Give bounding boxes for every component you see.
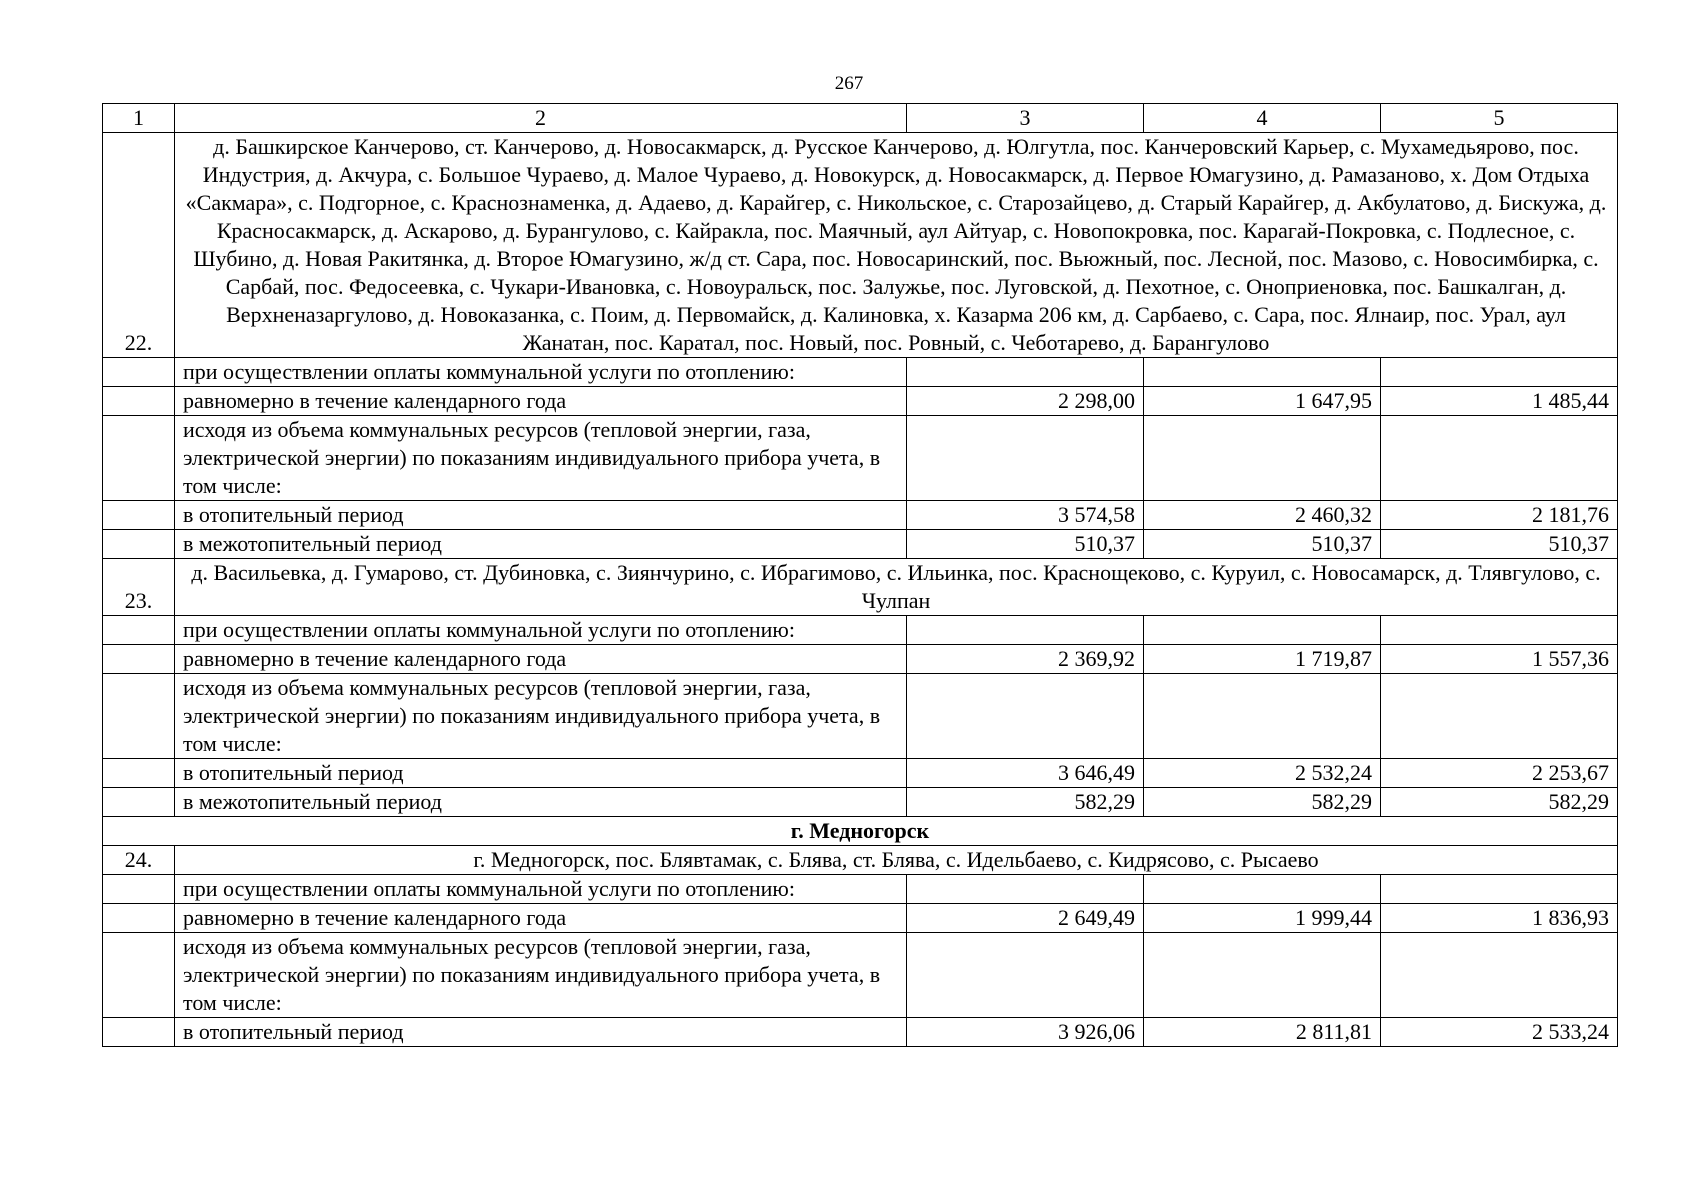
- empty-number-cell: [103, 674, 175, 759]
- tariff-value-v5: [1381, 674, 1618, 759]
- tariff-value-v4: [1144, 674, 1381, 759]
- settlements-row: [103, 133, 1618, 358]
- tariff-value-v4: [1144, 358, 1381, 387]
- tariff-value-v4: [1144, 875, 1381, 904]
- tariff-row: [103, 759, 1618, 788]
- row-label: в межотопительный период: [175, 530, 907, 559]
- tariff-value-v4: [1144, 933, 1381, 1018]
- column-number-row: [103, 104, 1618, 133]
- row-label: исходя из объема коммунальных ресурсов (тепловой энергии, газа, электрической энергии) по показаниям индивидуального прибора учета, в том числе:: [175, 933, 907, 1018]
- tariff-value-v5: [1381, 416, 1618, 501]
- empty-number-cell: [103, 1018, 175, 1047]
- tariff-table: [102, 103, 1618, 1047]
- tariff-value-v3: 2 649,49: [907, 904, 1144, 933]
- column-number: 5: [1381, 104, 1618, 133]
- tariff-row: [103, 904, 1618, 933]
- settlements-list: г. Медногорск, пос. Блявтамак, с. Блява, ст. Блява, с. Идельбаево, с. Кидрясово, с. Рысаево: [175, 846, 1618, 875]
- tariff-value-v5: 1 485,44: [1381, 387, 1618, 416]
- empty-number-cell: [103, 788, 175, 817]
- tariff-row: [103, 501, 1618, 530]
- tariff-value-v4: 1 999,44: [1144, 904, 1381, 933]
- tariff-value-v4: 2 811,81: [1144, 1018, 1381, 1047]
- section-heading: г. Медногорск: [103, 817, 1618, 846]
- tariff-value-v5: 510,37: [1381, 530, 1618, 559]
- tariff-row: [103, 416, 1618, 501]
- empty-number-cell: [103, 501, 175, 530]
- tariff-value-v5: 2 253,67: [1381, 759, 1618, 788]
- tariff-value-v5: [1381, 358, 1618, 387]
- tariff-value-v3: 582,29: [907, 788, 1144, 817]
- empty-number-cell: [103, 645, 175, 674]
- column-number: 2: [175, 104, 907, 133]
- tariff-row: [103, 358, 1618, 387]
- tariff-value-v5: 1 836,93: [1381, 904, 1618, 933]
- tariff-value-v5: 1 557,36: [1381, 645, 1618, 674]
- tariff-value-v4: 582,29: [1144, 788, 1381, 817]
- tariff-value-v4: 510,37: [1144, 530, 1381, 559]
- empty-number-cell: [103, 904, 175, 933]
- row-label: в отопительный период: [175, 501, 907, 530]
- tariff-value-v5: 2 181,76: [1381, 501, 1618, 530]
- tariff-value-v3: [907, 416, 1144, 501]
- tariff-row: [103, 788, 1618, 817]
- row-label: при осуществлении оплаты коммунальной услуги по отоплению:: [175, 358, 907, 387]
- page-number: 267: [834, 73, 864, 94]
- tariff-value-v5: [1381, 616, 1618, 645]
- settlements-list: д. Васильевка, д. Гумарово, ст. Дубиновка, с. Зиянчурино, с. Ибрагимово, с. Ильинка, пос. Краснощеково, с. Куруил, с. Новосамарск, д. Тлявгулово, с. Чулпан: [175, 559, 1618, 616]
- tariff-row: [103, 530, 1618, 559]
- tariff-value-v4: 2 460,32: [1144, 501, 1381, 530]
- tariff-row: [103, 645, 1618, 674]
- tariff-value-v4: [1144, 416, 1381, 501]
- row-label: равномерно в течение календарного года: [175, 645, 907, 674]
- empty-number-cell: [103, 933, 175, 1018]
- tariff-value-v3: [907, 674, 1144, 759]
- tariff-value-v3: 510,37: [907, 530, 1144, 559]
- tariff-row: [103, 1018, 1618, 1047]
- section-heading-row: [103, 817, 1618, 846]
- settlements-list: д. Башкирское Канчерово, ст. Канчерово, д. Новосакмарск, д. Русское Канчерово, д. Юлгутла, пос. Канчеровский Карьер, с. Мухамедьярово, пос. Индустрия, д. Акчура, с. Большое Чураево, д. Малое Чураево, д. Новокурск, д. Новосакмарск, д. Первое Юмагузино, д. Рамазаново, х. Дом Отдыха «Сакмара», с. Подгорное, с. Краснознаменка, д. Адаево, д. Карайгер, с. Никольское, с. Старозайцево, д. Старый Карайгер, д. Акбулатово, д. Бискужа, д. Красносакмарск, д. Аскарово, д. Бурангулово, с. Кайракла, пос. Маячный, аул Айтуар, с. Новопокровка, пос. Карагай-Покровка, с. Подлесное, с. Шубино, д. Новая Ракитянка, д. Второе Юмагузино, ж/д ст. Сара, пос. Новосаринский, пос. Вьюжный, пос. Лесной, пос. Мазово, с. Новосимбирка, с. Сарбай, пос. Федосеевка, с. Чукари-Ивановка, с. Новоуральск, пос. Залужье, пос. Луговской, д. Пехотное, с. Оноприеновка, пос. Башкалган, д. Верхненазаргулово, д. Новоказанка, с. Поим, д. Первомайск, д. Калиновка, х. Казарма 206 км, д. Сарбаево, с. Сара, пос. Ялнаир, пос. Урал, аул Жанатан, пос. Каратал, пос. Новый, пос. Ровный, с. Чеботарево, д. Барангулово: [175, 133, 1618, 358]
- settlements-row: [103, 846, 1618, 875]
- row-label: в отопительный период: [175, 759, 907, 788]
- tariff-value-v4: 2 532,24: [1144, 759, 1381, 788]
- tariff-value-v3: 3 926,06: [907, 1018, 1144, 1047]
- empty-number-cell: [103, 616, 175, 645]
- tariff-row: [103, 933, 1618, 1018]
- empty-number-cell: [103, 416, 175, 501]
- tariff-value-v3: 2 369,92: [907, 645, 1144, 674]
- column-number: 1: [103, 104, 175, 133]
- column-number: 4: [1144, 104, 1381, 133]
- tariff-value-v5: 2 533,24: [1381, 1018, 1618, 1047]
- empty-number-cell: [103, 759, 175, 788]
- tariff-row: [103, 616, 1618, 645]
- column-number: 3: [907, 104, 1144, 133]
- row-label: равномерно в течение календарного года: [175, 904, 907, 933]
- row-label: при осуществлении оплаты коммунальной услуги по отоплению:: [175, 875, 907, 904]
- entry-number: 22.: [103, 133, 175, 358]
- empty-number-cell: [103, 875, 175, 904]
- tariff-row: [103, 674, 1618, 759]
- tariff-value-v3: [907, 616, 1144, 645]
- tariff-value-v5: 582,29: [1381, 788, 1618, 817]
- empty-number-cell: [103, 387, 175, 416]
- row-label: равномерно в течение календарного года: [175, 387, 907, 416]
- tariff-value-v3: 3 646,49: [907, 759, 1144, 788]
- tariff-value-v3: 3 574,58: [907, 501, 1144, 530]
- entry-number: 24.: [103, 846, 175, 875]
- tariff-value-v3: [907, 358, 1144, 387]
- tariff-value-v3: [907, 875, 1144, 904]
- settlements-row: [103, 559, 1618, 616]
- tariff-row: [103, 875, 1618, 904]
- row-label: исходя из объема коммунальных ресурсов (тепловой энергии, газа, электрической энергии) по показаниям индивидуального прибора учета, в том числе:: [175, 674, 907, 759]
- tariff-value-v3: 2 298,00: [907, 387, 1144, 416]
- row-label: исходя из объема коммунальных ресурсов (тепловой энергии, газа, электрической энергии) по показаниям индивидуального прибора учета, в том числе:: [175, 416, 907, 501]
- tariff-value-v3: [907, 933, 1144, 1018]
- row-label: при осуществлении оплаты коммунальной услуги по отоплению:: [175, 616, 907, 645]
- tariff-table-body: [103, 104, 1618, 1047]
- row-label: в отопительный период: [175, 1018, 907, 1047]
- tariff-value-v4: 1 647,95: [1144, 387, 1381, 416]
- row-label: в межотопительный период: [175, 788, 907, 817]
- tariff-row: [103, 387, 1618, 416]
- entry-number: 23.: [103, 559, 175, 616]
- tariff-value-v5: [1381, 875, 1618, 904]
- tariff-value-v4: [1144, 616, 1381, 645]
- empty-number-cell: [103, 358, 175, 387]
- empty-number-cell: [103, 530, 175, 559]
- tariff-value-v4: 1 719,87: [1144, 645, 1381, 674]
- tariff-value-v5: [1381, 933, 1618, 1018]
